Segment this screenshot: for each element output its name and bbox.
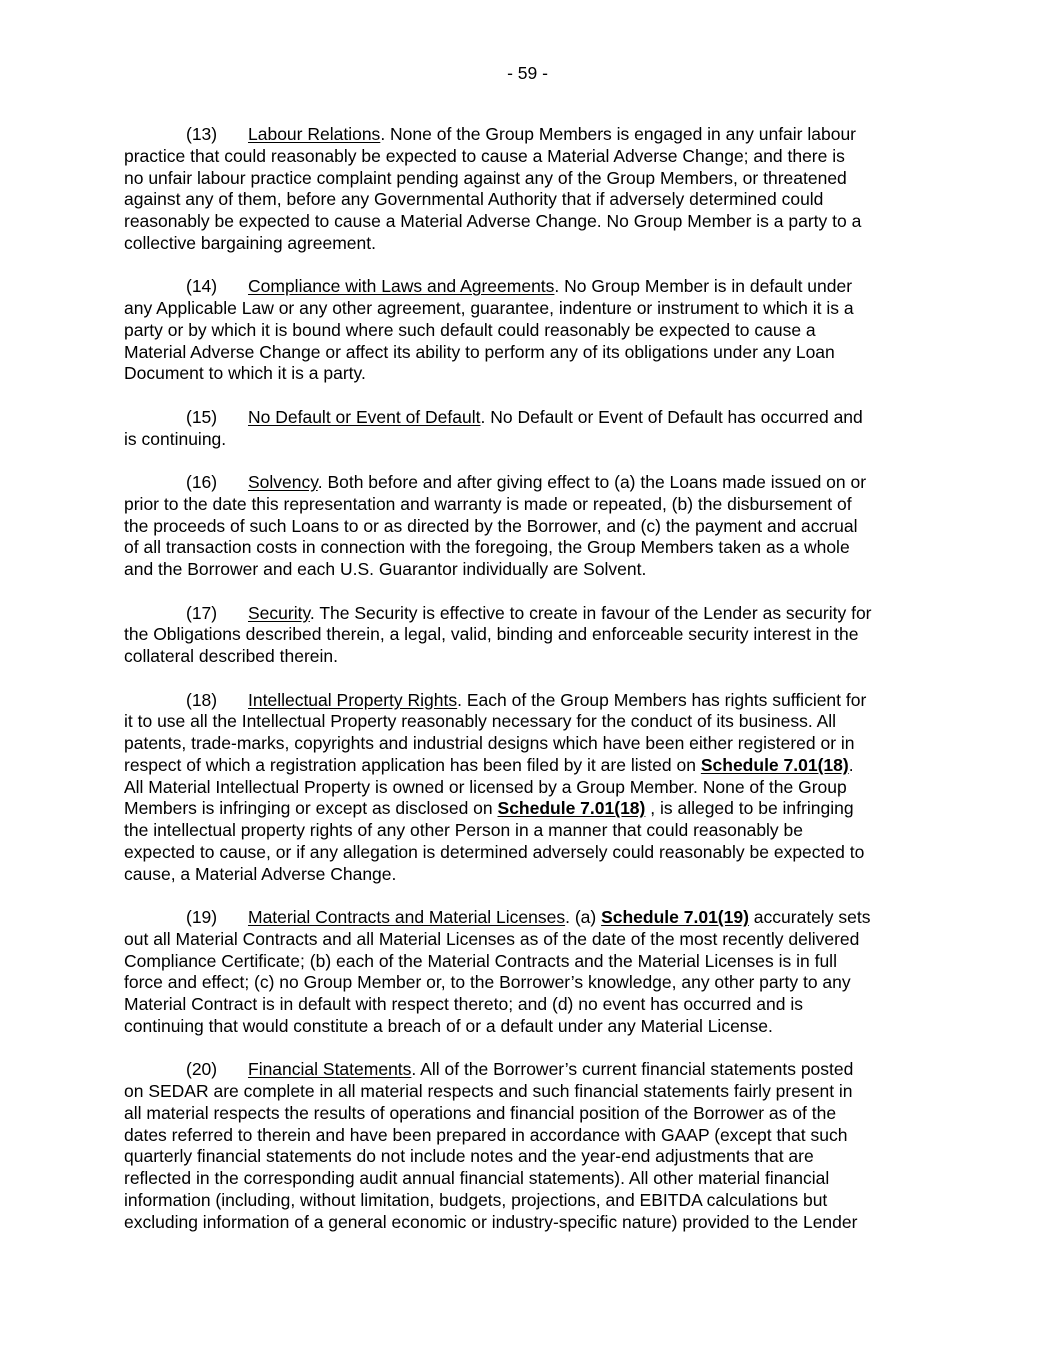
section-heading: Compliance with Laws and Agreements	[248, 276, 555, 297]
text-line	[124, 342, 944, 364]
text-line	[124, 1103, 944, 1125]
body-text: Material Contract is in default with respect thereto; and (d) no event has occurred and is	[124, 994, 803, 1014]
document-body	[124, 124, 944, 1255]
section-heading: Intellectual Property Rights	[248, 689, 458, 710]
body-text: prior to the date this representation and warranty is made or repeated, (b) the disbursement of	[124, 493, 852, 514]
section-number: (17)	[186, 602, 218, 623]
section-15	[124, 407, 944, 451]
text-line	[124, 233, 944, 255]
section-heading: Labour Relations	[248, 124, 381, 144]
text-line	[124, 146, 944, 168]
section-heading: Solvency	[248, 472, 318, 492]
text-line	[124, 733, 944, 755]
body-text: collateral described therein.	[124, 646, 339, 666]
body-text: . No Default or Event of Default has occurred and	[480, 406, 863, 427]
body-text: any Applicable Law or any other agreement, guarantee, indenture or instrument to which it is a	[124, 298, 854, 318]
body-text: continuing that would constitute a breach of or a default under any Material License.	[124, 1015, 773, 1036]
body-text: information (including, without limitation, budgets, projections, and EBITDA calculations but	[124, 1189, 828, 1210]
text-line	[124, 972, 944, 994]
schedule-reference: Schedule 7.01(18)	[497, 798, 646, 819]
text-line	[124, 211, 944, 233]
body-text: the Obligations described therein, a legal, valid, binding and enforceable security interest in the	[124, 624, 859, 645]
section-heading: Financial Statements	[248, 1059, 412, 1080]
text-line	[124, 929, 944, 951]
body-text: expected to cause, or if any allegation is determined adversely could reasonably be expected to	[124, 841, 865, 862]
body-text: , is alleged to be infringing	[645, 798, 854, 819]
body-text: reasonably be expected to cause a Material Adverse Change. No Group Member is a party to a	[124, 211, 862, 231]
body-text: All Material Intellectual Property is owned or licensed by a Group Member. None of the Group	[124, 776, 847, 797]
body-text: quarterly financial statements do not include notes and the year-end adjustments that are	[124, 1146, 814, 1167]
body-text: .	[848, 754, 854, 775]
text-line	[124, 1212, 944, 1234]
schedule-reference: Schedule 7.01(18)	[700, 754, 849, 775]
text-line	[124, 276, 944, 298]
section-16	[124, 472, 944, 581]
page-number: - 59 -	[507, 63, 548, 83]
body-text: dates referred to therein and have been prepared in accordance with GAAP (except that such	[124, 1124, 848, 1145]
text-line	[124, 320, 944, 342]
section-number: (14)	[186, 276, 218, 297]
text-line	[124, 624, 944, 646]
body-text: it to use all the Intellectual Property reasonably necessary for the conduct of its business. All	[124, 711, 837, 732]
body-text: is continuing.	[124, 428, 227, 449]
text-line	[124, 864, 944, 886]
body-text: . Both before and after giving effect to (a) the Loans made issued on or	[317, 472, 867, 492]
section-heading: Security	[248, 602, 310, 623]
body-text: and the Borrower and each U.S. Guarantor individually are Solvent.	[124, 559, 647, 579]
text-line	[124, 298, 944, 320]
section-number: (19)	[186, 907, 218, 927]
text-line	[124, 820, 944, 842]
text-line	[124, 168, 944, 190]
body-text: . The Security is effective to create in favour of the Lender as security for	[309, 602, 872, 623]
text-line	[124, 537, 944, 559]
body-text: . Each of the Group Members has rights sufficient for	[457, 689, 867, 710]
text-line	[124, 711, 944, 733]
body-text: Compliance Certificate; (b) each of the Material Contracts and the Material Licenses is in full	[124, 950, 837, 971]
body-text: patents, trade-marks, copyrights and industrial designs which have been either registered or in	[124, 733, 855, 753]
body-text: force and effect; (c) no Group Member or, to the Borrower’s knowledge, any other party to any	[124, 972, 851, 993]
section-18	[124, 690, 944, 886]
text-line	[124, 472, 944, 494]
body-text: no unfair labour practice complaint pending against any of the Group Members, or threatened	[124, 167, 847, 188]
body-text: Material Adverse Change or affect its ability to perform any of its obligations under any Loan	[124, 341, 835, 362]
body-text: . (a)	[565, 907, 602, 927]
section-13	[124, 124, 944, 255]
body-text: the proceeds of such Loans to or as directed by the Borrower, and (c) the payment and accrual	[124, 515, 858, 536]
text-line	[124, 1168, 944, 1190]
section-number: (18)	[186, 689, 218, 710]
text-line	[124, 777, 944, 799]
section-17	[124, 603, 944, 668]
text-line	[124, 1125, 944, 1147]
text-line	[124, 994, 944, 1016]
text-line	[124, 1016, 944, 1038]
section-heading: No Default or Event of Default	[248, 406, 481, 427]
body-text: on SEDAR are complete in all material respects and such financial statements fairly present in	[124, 1081, 853, 1101]
body-text: practice that could reasonably be expected to cause a Material Adverse Change; and there is	[124, 145, 845, 166]
text-line	[124, 1059, 944, 1081]
text-line	[124, 494, 944, 516]
section-number: (16)	[186, 472, 218, 492]
body-text: cause, a Material Adverse Change.	[124, 863, 397, 884]
body-text: . None of the Group Members is engaged in any unfair labour	[380, 124, 857, 144]
body-text: party or by which it is bound where such default could reasonably be expected to cause a	[124, 319, 816, 340]
text-line	[124, 755, 944, 777]
body-text: all material respects the results of operations and financial position of the Borrower as of the	[124, 1102, 837, 1123]
body-text: . No Group Member is in default under	[554, 276, 853, 297]
section-19	[124, 907, 944, 1038]
section-14	[124, 276, 944, 385]
text-line	[124, 1190, 944, 1212]
body-text: Members is infringing or except as disclosed on	[124, 798, 498, 819]
text-line	[124, 951, 944, 973]
body-text: collective bargaining agreement.	[124, 232, 376, 253]
section-heading: Material Contracts and Material Licenses	[248, 907, 566, 927]
body-text: Document to which it is a party.	[124, 363, 366, 384]
text-line	[124, 1081, 944, 1103]
section-number: (13)	[186, 124, 218, 144]
text-line	[124, 646, 944, 668]
body-text: excluding information of a general economic or industry-specific nature) provided to the Lender	[124, 1211, 858, 1232]
text-line	[124, 798, 944, 820]
body-text: accurately sets	[748, 907, 871, 927]
text-line	[124, 842, 944, 864]
text-line	[124, 1146, 944, 1168]
text-line	[124, 690, 944, 712]
body-text: out all Material Contracts and all Material Licenses as of the date of the most recently delivered	[124, 928, 860, 949]
body-text: . All of the Borrower’s current financial statements posted	[411, 1059, 854, 1080]
text-line	[124, 603, 944, 625]
text-line	[124, 907, 944, 929]
section-number: (15)	[186, 406, 218, 427]
body-text: respect of which a registration application has been filed by it are listed on	[124, 754, 701, 775]
text-line	[124, 189, 944, 211]
body-text: reflected in the corresponding audit annual financial statements). All other material financial	[124, 1168, 830, 1188]
text-line	[124, 559, 944, 581]
section-number: (20)	[186, 1059, 218, 1080]
body-text: against any of them, before any Governmental Authority that if adversely determined could	[124, 189, 824, 210]
section-20	[124, 1059, 944, 1233]
text-line	[124, 407, 944, 429]
body-text: the intellectual property rights of any other Person in a manner that could reasonably be	[124, 820, 804, 840]
schedule-reference: Schedule 7.01(19)	[601, 907, 749, 927]
body-text: of all transaction costs in connection with the foregoing, the Group Members taken as a whole	[124, 537, 850, 558]
text-line	[124, 429, 944, 451]
text-line	[124, 124, 944, 146]
text-line	[124, 516, 944, 538]
text-line	[124, 363, 944, 385]
